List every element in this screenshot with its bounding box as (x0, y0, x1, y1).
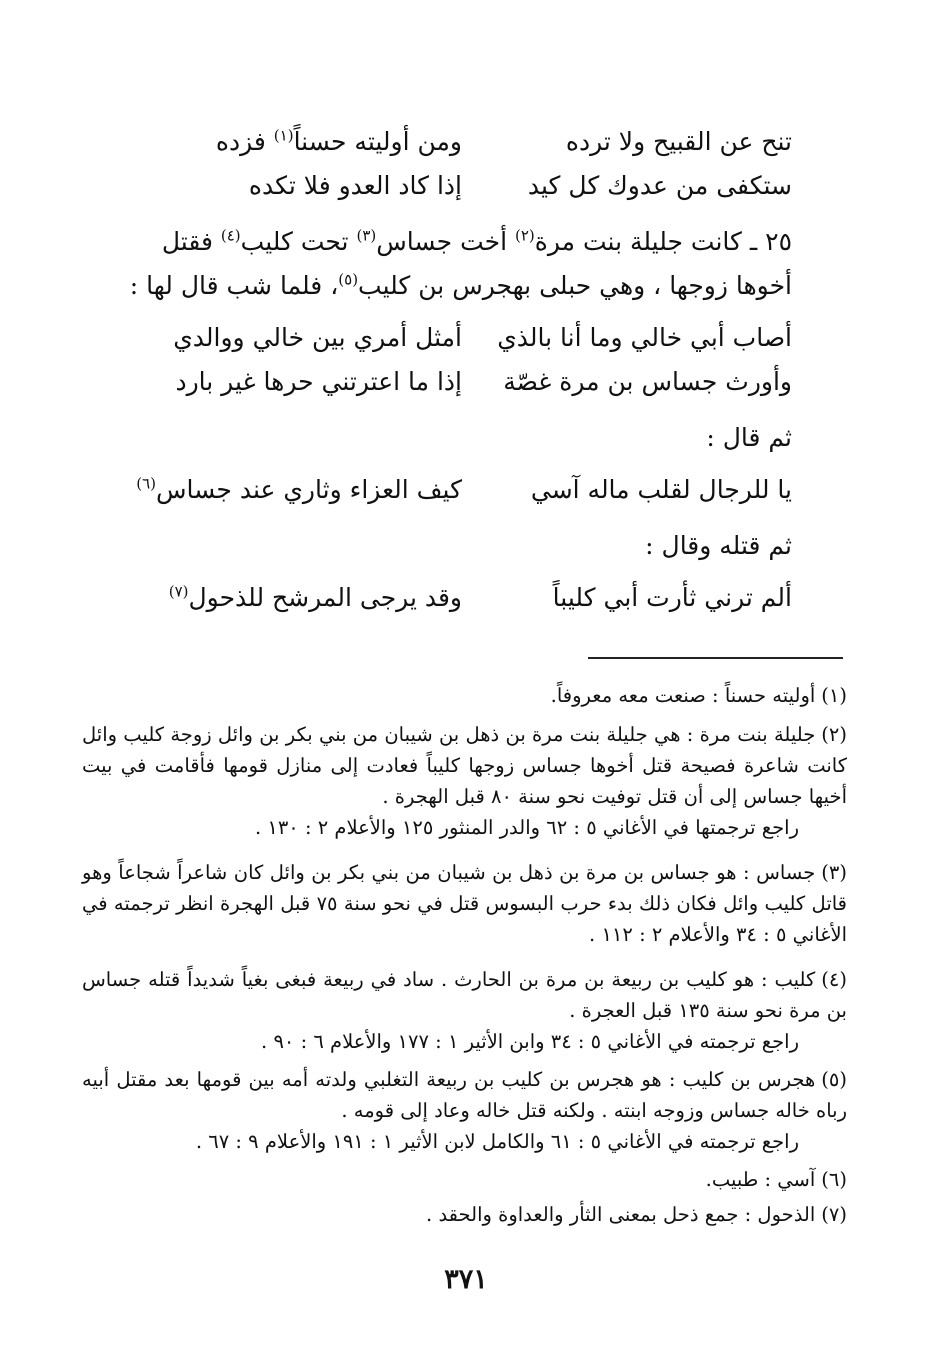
verse-first-hemistich: أصاب أبي خالي وما أنا بالذي (497, 323, 792, 352)
footnote (82, 857, 847, 950)
footnote-number: (٤) (821, 968, 847, 991)
footnote-text: كليب : هو كليب بن ربيعة بن مرة بن الحارث . ساد في ربيعة فبغى بغياً شديداً قتله جساس بن مرة نحو سنة ١٣٥ قبل العجرة . (82, 968, 847, 1022)
footnote-text: آسي : طبيب. (705, 1168, 816, 1191)
paragraph-text: ، فلما شب قال لها : (129, 271, 339, 300)
paragraph-text: تحت كليب (240, 227, 357, 256)
footnote-text: الذحول : جمع ذحل بمعنى الثأر والعداوة والحقد . (426, 1203, 816, 1226)
footnote-reference: راجع ترجمتها في الأغاني ٥ : ٦٢ والدر المنثور ١٢٥ والأعلام ٢ : ١٣٠ . (254, 816, 799, 839)
verse-first-hemistich: يا للرجال لقلب ماله آسي (530, 475, 792, 504)
footnote-marker: (٤) (220, 226, 241, 245)
footnote-number: (٦) (821, 1168, 847, 1191)
footnote-text: جساس : هو جساس بن مرة بن ذهل بن شيبان من بني بكر بن وائل كان شاعراً شجاعاً وهو قاتل كليب وائل فكان ذلك بدء حرب البسوس قتل في نحو سنة ٧٥ قبل الهجرة انظر ترجمته في الأغاني ٥ : ٣٤ والأعلام ٢ : ١١٢ . (82, 861, 848, 946)
footnote (82, 1064, 847, 1157)
verse-second-hemistich (136, 470, 462, 510)
verse-second-hemistich (142, 578, 462, 618)
verse-text: كيف العزاء وثاري عند جساس (156, 475, 462, 504)
footnote-marker: (٦) (136, 474, 156, 493)
footnote-marker: (٧) (168, 582, 189, 601)
narration-cue: ثم قتله وقال : (645, 531, 792, 560)
verse-line (142, 578, 792, 618)
footnote-marker: (١) (273, 126, 294, 145)
page-number: ٣٧١ (444, 1264, 488, 1295)
footnote-reference: راجع ترجمته في الأغاني ٥ : ٦١ والكامل لابن الأثير ١ : ١٩١ والأعلام ٩ : ٦٧ . (195, 1130, 799, 1153)
paragraph-text: ٢٥ ـ كانت جليلة بنت مرة (534, 227, 792, 256)
verse-second-hemistich: إذا كاد العدو فلا تكده (248, 171, 462, 200)
footnote-number: (٢) (821, 723, 847, 746)
verse-first-hemistich: ألم ترني ثأرت أبي كليباً (552, 583, 792, 612)
footnote (82, 719, 847, 843)
verse-first-hemistich: ستكفى من عدوك كل كيد (527, 171, 792, 200)
footnote-marker: (٥) (338, 270, 359, 289)
footnote-number: (٣) (821, 861, 847, 884)
verse-second-hemistich (142, 122, 462, 162)
verse-second-hemistich: إذا ما اعترتني حرها غير بارد (175, 367, 462, 396)
verse-second-hemistich: أمثل أمري بين خالي ووالدي (173, 323, 462, 352)
footnote-number: (٧) (821, 1203, 847, 1226)
verse-first-hemistich: تنح عن القبيح ولا ترده (565, 127, 792, 156)
paragraph-text: فقتل (161, 227, 221, 256)
footnote (82, 1164, 847, 1195)
narration-cue: ثم قال : (706, 423, 792, 452)
paragraph-text: أخت جساس (376, 227, 515, 256)
verse-line (142, 362, 792, 402)
verse-text: ومن أوليته حسناً (293, 127, 462, 156)
footnote-number: (٥) (821, 1068, 847, 1091)
verse-line (142, 166, 792, 206)
footnote-text: هجرس بن كليب : هو هجرس بن كليب بن ربيعة التغلبي ولدته أمه بين قومها بعد مقتل أبيه رباه خاله جساس وزوجه ابنته . ولكنه قتل خاله وعاد إلى قومه . (82, 1068, 847, 1122)
footnote-marker: (٢) (514, 226, 535, 245)
verse-line (142, 318, 792, 358)
footnote (82, 680, 847, 711)
footnote (82, 1199, 847, 1230)
verse-text: وقد يرجى المرشح للذحول (188, 583, 462, 612)
prose-paragraph (72, 220, 792, 308)
verse-first-hemistich: وأورث جساس بن مرة غصّة (503, 367, 792, 396)
verse-line (136, 470, 792, 510)
footnote-separator (588, 657, 843, 659)
paragraph-text: أخوها زوجها ، وهي حبلى بهجرس بن كليب (358, 271, 792, 300)
footnote-text: أوليته حسناً : صنعت معه معروفاً. (550, 684, 816, 707)
footnote-number: (١) (821, 684, 847, 707)
verse-line (142, 122, 792, 162)
footnote-text: جليلة بنت مرة : هي جليلة بنت مرة بن ذهل بن شيبان من بني بكر بن وائل زوجة كليب وائل كانت شاعرة فصيحة قتل أخوها جساس زوجها كليباً فعادت إلى منازل قومها فأقامت في بيت أخيها جساس إلى أن قتل توفيت نحو سنة ٨٠ قبل الهجرة . (82, 723, 847, 808)
footnote-reference: راجع ترجمته في الأغاني ٥ : ٣٤ وابن الأثير ١ : ١٧٧ والأعلام ٦ : ٩٠ . (261, 1030, 799, 1053)
verse-text: فزده (215, 127, 274, 156)
footnote-marker: (٣) (356, 226, 377, 245)
footnote (82, 964, 847, 1057)
